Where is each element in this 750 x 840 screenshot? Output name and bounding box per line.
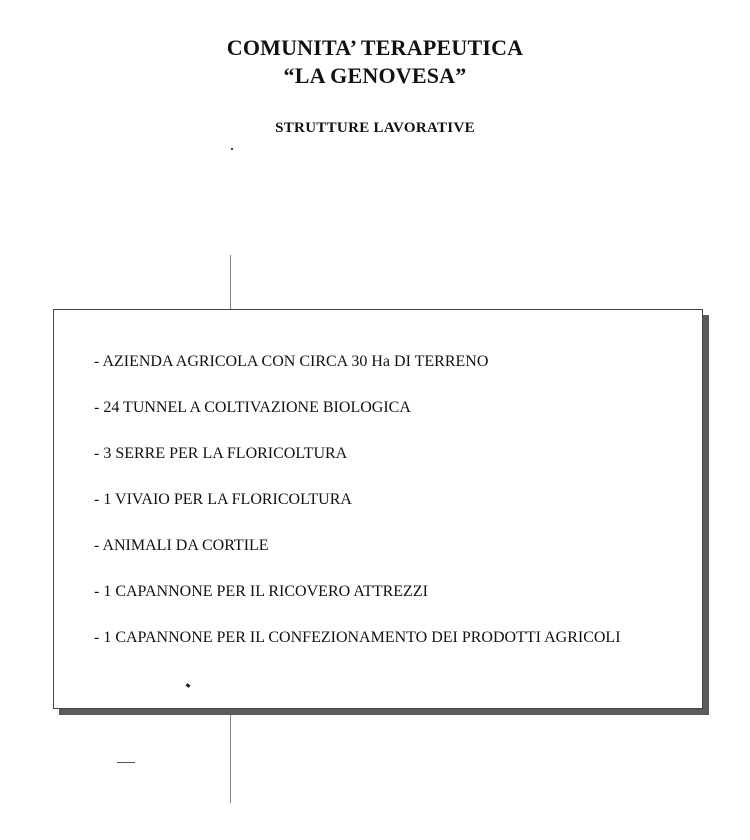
- structures-list: [94, 352, 694, 674]
- list-item: - 3 SERRE PER LA FLORICOLTURA: [94, 445, 348, 462]
- list-item: - 24 TUNNEL A COLTIVAZIONE BIOLOGICA: [94, 399, 411, 416]
- scan-mark: [117, 762, 135, 763]
- list-item: - 1 CAPANNONE PER IL CONFEZIONAMENTO DEI PRODOTTI AGRICOLI: [94, 629, 621, 646]
- document-subtitle: STRUTTURE LAVORATIVE: [275, 120, 475, 136]
- list-item: - 1 VIVAIO PER LA FLORICOLTURA: [94, 491, 352, 508]
- title-line-2: “LA GENOVESA”: [283, 63, 467, 88]
- structures-box: [53, 309, 703, 709]
- list-item: - ANIMALI DA CORTILE: [94, 537, 269, 554]
- scan-speck: [231, 148, 233, 150]
- list-item: - AZIENDA AGRICOLA CON CIRCA 30 Ha DI TERRENO: [94, 353, 489, 370]
- list-item: - 1 CAPANNONE PER IL RICOVERO ATTREZZI: [94, 583, 428, 600]
- document-title: [0, 34, 750, 90]
- title-line-1: COMUNITA’ TERAPEUTICA: [226, 35, 524, 60]
